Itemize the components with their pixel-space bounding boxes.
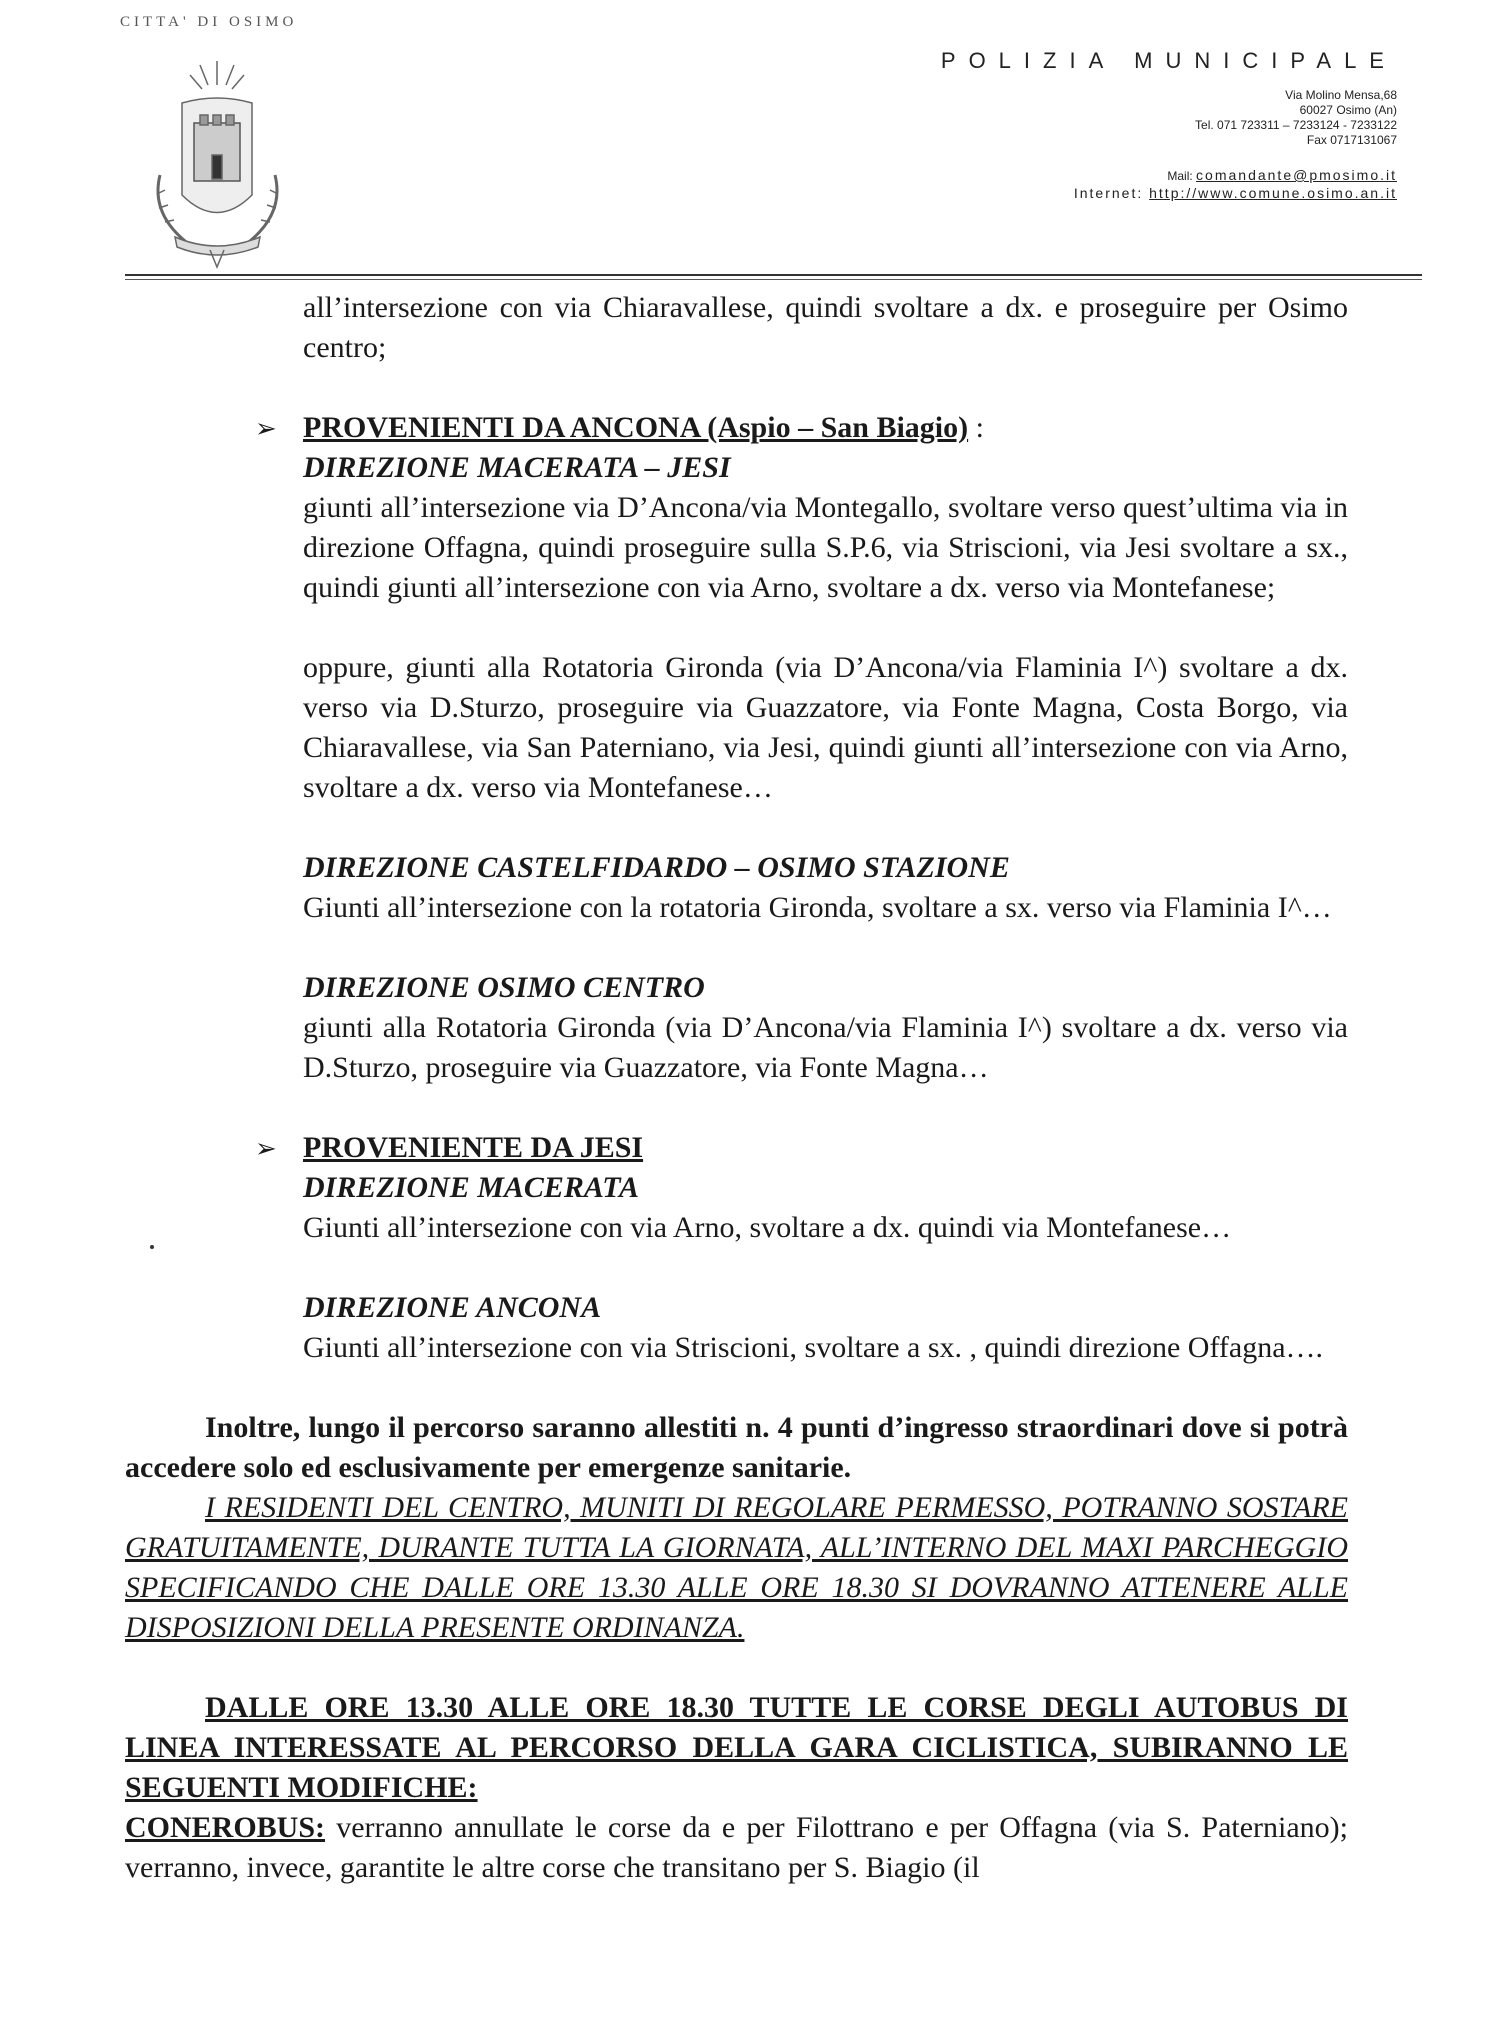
direction-ancona-text: Giunti all’intersezione con via Striscioni, svoltare a sx. , quindi direzione Offagna…. [303,1331,1324,1364]
direction-macerata-jesi: DIREZIONE MACERATA – JESI [303,451,731,484]
conerobus-text: verranno annullate le corse da e per Filottrano e per Offagna (via S. Paterniano); verranno, invece, garantite le altre corse che transitano per S. Biagio (il [125,1811,1348,1884]
intro-paragraph: all’intersezione con via Chiaravallese, quindi svoltare a dx. e proseguire per Osimo centro; [303,291,1348,364]
section-ancona-suffix: : [968,411,984,444]
section-jesi-title: PROVENIENTE DA JESI [303,1131,644,1164]
residents-parking-notice: I RESIDENTI DEL CENTRO, MUNITI DI REGOLARE PERMESSO, POTRANNO SOSTARE GRATUITAMENTE, DURANTE TUTTA LA GIORNATA, ALL’INTERNO DEL MAXI PARCHEGGIO SPECIFICANDO CHE DALLE ORE 13.30 ALLE ORE 18.30 SI DOVRANNO ATTENERE ALLE DISPOSIZIONI DELLA PRESENTE ORDINANZA. [125,1491,1348,1644]
direction-osimo-centro: DIREZIONE OSIMO CENTRO [303,971,705,1004]
postal-code: 60027 Osimo (An) [1299,103,1397,117]
direction-macerata-text: Giunti all’intersezione con via Arno, svoltare a dx. quindi via Montefanese… [303,1211,1232,1244]
section-ancona-title: PROVENIENTI DA ANCONA (Aspio – San Biagio) [303,411,969,444]
header-divider [125,274,1422,276]
mail-label: Mail: [1167,169,1197,183]
direction-osimo-centro-text: giunti alla Rotatoria Gironda (via D’Ancona/via Flaminia I^) svoltare a dx. verso via D.Sturzo, proseguire via Guazzatore, via Fonte Magna… [303,1011,1348,1084]
section-ancona-heading [255,408,984,449]
conerobus-paragraph [125,1808,1348,1888]
address: Via Molino Mensa,68 [1285,88,1397,102]
header-contact [941,48,1397,202]
city-label: CITTA' DI OSIMO [120,14,298,30]
direction-castelfidardo: DIREZIONE CASTELFIDARDO – OSIMO STAZIONE [303,851,1010,884]
arrow-bullet-icon: ➢ [255,414,277,444]
direction-castelfidardo-text: Giunti all’intersezione con la rotatoria Gironda, svoltare a sx. verso via Flaminia I^… [303,891,1332,924]
emergency-access-notice: Inoltre, lungo il percorso saranno allestiti n. 4 punti d’ingresso straordinari dove si potrà accedere solo ed esclusivamente per emergenze sanitarie. [125,1411,1348,1484]
arrow-bullet-icon: ➢ [255,1134,277,1164]
internet-link[interactable]: http://www.comune.osimo.an.it [1149,185,1397,201]
fax: Fax 0717131067 [1306,133,1397,147]
header-divider-thin [125,279,1422,280]
mail-line [941,166,1397,184]
conerobus-label: CONEROBUS: [125,1811,326,1844]
direction-macerata-jesi-text-b: oppure, giunti alla Rotatoria Gironda (via D’Ancona/via Flaminia I^) svoltare a dx. verso via D.Sturzo, proseguire via Guazzatore, via Fonte Magna, Costa Borgo, via Chiaravallese, via San Paterniano, via Jesi, quindi giunti all’intersezione con via Arno, svoltare a dx. verso via Montefanese… [303,651,1348,804]
internet-line [941,184,1397,202]
direction-macerata: DIREZIONE MACERATA [303,1171,639,1204]
scan-speck [150,1245,154,1249]
mail-link[interactable]: comandante@pmosimo.it [1196,167,1397,183]
telephone: Tel. 071 723311 – 7233124 - 7233122 [1195,118,1397,132]
city-crest-logo [130,55,305,270]
internet-label: Internet: [1073,185,1150,201]
direction-ancona: DIREZIONE ANCONA [303,1291,602,1324]
bus-changes-notice: DALLE ORE 13.30 ALLE ORE 18.30 TUTTE LE CORSE DEGLI AUTOBUS DI LINEA INTERESSATE AL PERCORSO DELLA GARA CICLISTICA, SUBIRANNO LE SEGUENTI MODIFICHE: [125,1691,1348,1804]
section-jesi-heading [255,1128,643,1169]
office-title: POLIZIA MUNICIPALE [940,48,1397,73]
direction-macerata-jesi-text-a: giunti all’intersezione via D’Ancona/via Montegallo, svoltare verso quest’ultima via in direzione Offagna, quindi proseguire sulla S.P.6, via Striscioni, via Jesi svoltare a sx., quindi giunti all’intersezione con via Arno, svoltare a dx. verso via Montefanese; [303,491,1348,604]
